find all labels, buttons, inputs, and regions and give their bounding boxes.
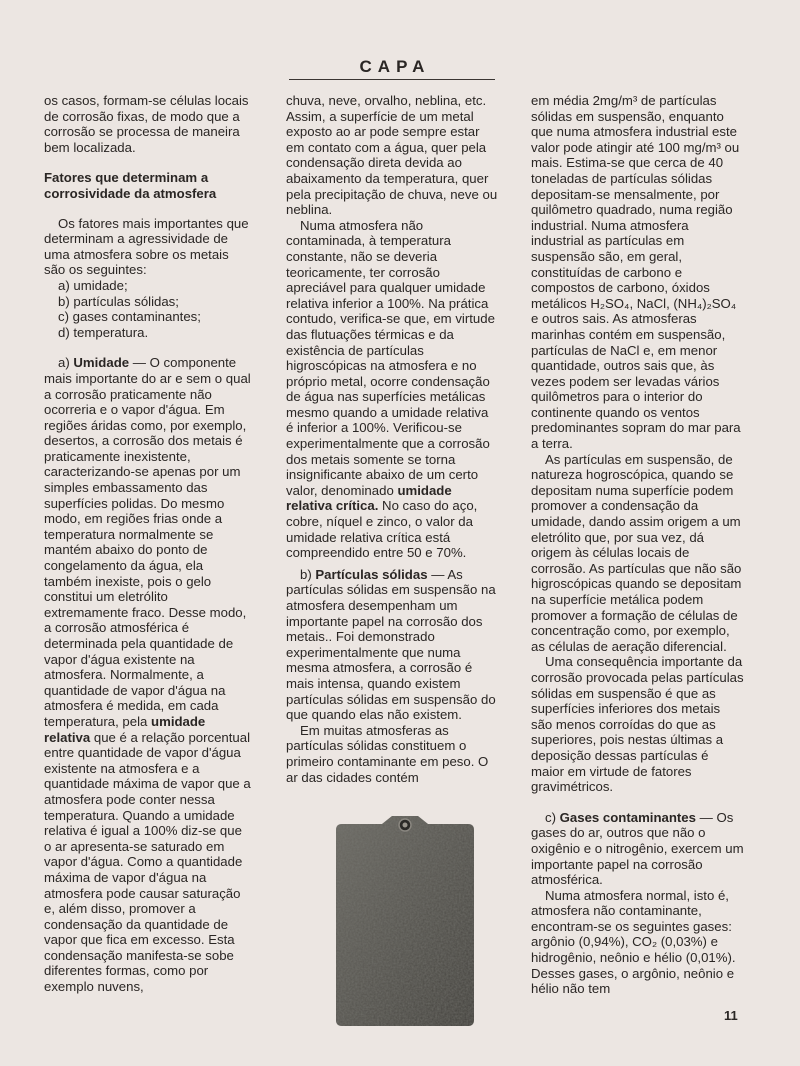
text-run: — O componente mais importante do ar e sem o qual a corrosão praticamente não ocorreria e o vapor d'água. Em regiões áridas como, por exemplo, desertos, a corrosão dos metais é praticamente inexistente, caracterizando-se apenas por um simples embassamento das superfícies polidas. Do mesmo modo, em regiões frias onde a temperatura normalmente se mantém abaixo do ponto de congelamento da água, ela também inexiste, pois o gelo constitui um eletrólito extremamente fraco. Desse modo, a corrosão atmosférica é determinada pela quantidade de vapor d'água existente na atmosfera. Normalmente, a quantidade de vapor d'água na atmosfera é medida, em cada temperatura, pela xyxy=(44,355,251,729)
section-header xyxy=(289,57,495,80)
text-run: — Os gases do ar, outros que não o oxigênio e o nitrogênio, exercem um importante papel na corrosão atmosférica. xyxy=(531,809,744,888)
list-item: b) partículas sólidas; xyxy=(58,293,179,309)
paragraph xyxy=(44,355,252,994)
paragraph: Os fatores mais importantes que determinam a agressividade de uma atmosfera sobre os metais são os seguintes: xyxy=(44,215,249,278)
paragraph: Numa atmosfera normal, isto é, atmosfera não contaminante, encontram-se os seguintes gases: argônio (0,94%), CO₂ (0,03%) e hidrogênio, neônio e hélio (0,01%). Desses gases, o argônio, neônio e hélio não tem xyxy=(531,887,736,997)
page-number: 11 xyxy=(724,1008,738,1023)
text-run: a) xyxy=(58,355,74,371)
paragraph xyxy=(286,567,498,723)
text-run: c) xyxy=(545,809,560,825)
plate-image xyxy=(334,814,476,1028)
list-item: a) umidade; xyxy=(58,277,128,293)
section-title: CAPA xyxy=(359,57,431,76)
text-run: Numa atmosfera não contaminada, à temperatura constante, não se deveria teoricamente, ter corrosão apreciável para qualquer umidade relativa inferior a 100%. Na prática contudo, verifica-se que, em virtude das flutuações térmicas e da existência de partículas higroscópicas na atmosfera e no próprio metal, ocorre condensação de água nas superfícies metálicas mesmo quando a umidade relativa é inferior a 100%. Verificou-se experimentalmente que a corrosão dos metais somente se torna insignificante abaixo de um certo valor, denominado xyxy=(286,217,495,498)
bold-term: Gases contaminantes xyxy=(559,809,696,825)
list-item: d) temperatura. xyxy=(58,324,149,340)
text-run: No caso do aço, cobre, níquel e zinco, o valor da umidade relativa crítica está compreendido entre 50 e 70%. xyxy=(286,498,478,561)
paragraph: Em muitas atmosferas as partículas sólidas constituem o primeiro contaminante em peso. O ar das cidades contém xyxy=(286,722,489,785)
corroded-metal-plate-photo xyxy=(334,814,476,1028)
factor-list xyxy=(44,278,252,340)
subheading: Fatores que determinam a corrosividade da atmosfera xyxy=(44,170,217,201)
bold-term: umidade relativa crítica. xyxy=(286,482,452,514)
column-1 xyxy=(44,93,252,995)
text-run: b) xyxy=(300,566,316,582)
text-run: — As partículas sólidas em suspensão na atmosfera desempenham um importante papel na corrosão dos metais.. Foi demonstrado experimentalmente que numa mesma atmosfera, a corrosão é mais intensa, quando existem partículas sólidas em suspensão do que quando elas não existem. xyxy=(286,566,496,723)
list-item: c) gases contaminantes; xyxy=(58,309,201,325)
header-rule xyxy=(289,79,495,80)
paragraph xyxy=(531,810,744,888)
bold-term: umidade relativa xyxy=(44,713,206,745)
paragraph: Uma consequência importante da corrosão provocada pelas partículas sólidas em suspensão é que as superfícies inferiores dos metais são menos corroídas do que as superiores, pois nestas últimas a deposição dessas partículas é maior em virtude de fatores gravimétricos. xyxy=(531,654,744,795)
bold-term: Partículas sólidas xyxy=(315,566,428,582)
paragraph: os casos, formam-se células locais de corrosão fixas, de modo que a corrosão se processa de maneira bem localizada. xyxy=(44,93,249,155)
bold-term: Umidade xyxy=(73,355,130,371)
paragraph: em média 2mg/m³ de partículas sólidas em suspensão, enquanto que numa atmosfera industrial este valor pode atingir até 100 mg/m³ ou mais. Estima-se que cerca de 40 toneladas de partículas sólidas depositam-se mensalmente, por quilômetro quadrado, numa região industrial. Numa atmosfera industrial as partículas em suspensão são, em geral, constituídas de carbono e compostos de carbono, óxidos metálicos H₂SO₄, NaCl, (NH₄)₂SO₄ e outros sais. As atmosferas marinhas contém em suspensão, partículas de NaCl e, em menor quantidade, outros sais que, às vezes podem ser levadas vários quilômetros para o interior do continente quando os ventos predominantes sopram do mar para a terra. xyxy=(531,93,741,452)
column-3 xyxy=(531,93,744,997)
paragraph: As partículas em suspensão, de natureza hogroscópica, quando se depositam numa superfície podem promover a condensação da umidade, dando assim origem a um eletrólito que, por sua vez, dá origem às células locais de corrosão. As partículas que não são higroscópicas quando se depositam na superfície metálica podem promover a formação de células de concentração como, por exemplo, as células de aeração diferencial. xyxy=(531,451,742,654)
paragraph: chuva, neve, orvalho, neblina, etc. Assim, a superfície de um metal exposto ao ar pode sempre estar em contato com a água, quer pela condensação direta devida ao abaixamento da temperatura, quer pela precipitação de chuva, neve ou neblina. xyxy=(286,93,498,218)
text-run: que é a relação porcentual entre quantidade de vapor d'água existente na atmosfera e a quantidade máxima de vapor que a atmosfera pode conter nessa temperatura. Quando a umidade relativa é igual a 100% diz-se que o ar apresenta-se saturado em vapor d'água. Como a quantidade máxima de vapor d'água na atmosfera pode causar saturação e, além disso, promover a condensação da quantidade de vapor que fica em excesso. Esta condensação manifesta-se sobe diferentes formas, como por exemplo nuvens, xyxy=(44,729,251,995)
paragraph xyxy=(286,218,498,561)
column-2 xyxy=(286,93,498,785)
